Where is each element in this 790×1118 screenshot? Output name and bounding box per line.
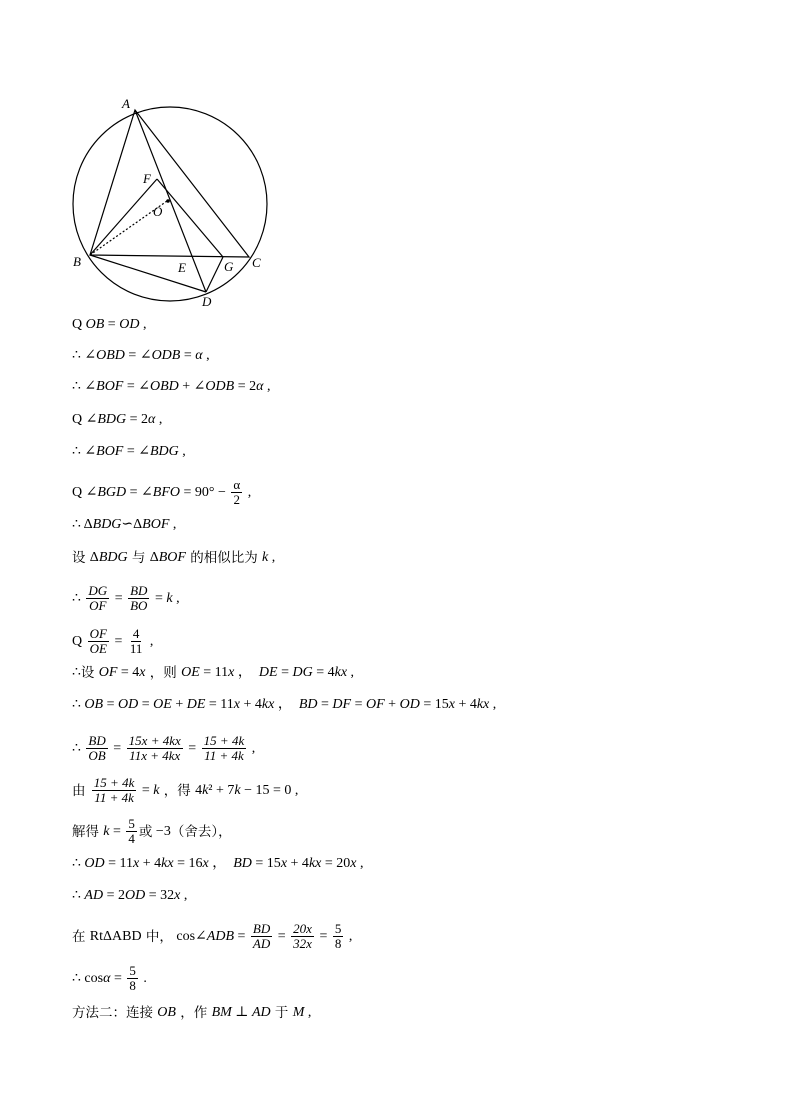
circle-o [73,107,267,301]
numerator: 4 [132,626,140,641]
denominator: OF [89,598,107,613]
fraction [231,478,242,507]
text-run: 方法二：连接 [72,1005,158,1021]
solution-line-3 [72,378,270,396]
segment-fg [157,179,223,257]
math-symbol: = ∠ [123,444,150,459]
math-symbol: = [277,665,293,680]
numerator: BD [130,583,148,598]
math-variable: OB [84,697,104,712]
denominator: AD [252,936,271,951]
math-variable: DE [186,697,206,712]
math-symbol: ⊥ [231,1005,252,1020]
math-symbol: , [172,590,180,606]
math-variable: α [148,412,156,427]
segment-bf [90,179,157,255]
text-run: 或 [138,823,153,840]
solution-line-17 [72,887,187,905]
fraction [127,964,138,993]
solution-line-1 [72,316,146,334]
math-symbol: , [248,740,256,756]
math-symbol: + 4 [287,856,309,871]
math-variable: BDG [150,444,179,459]
numerator: DG [88,583,108,598]
math-symbol: + [384,697,400,712]
math-variable: x [133,856,140,871]
math-variable: ODB [205,379,235,394]
math-variable: BFO [152,484,180,500]
math-symbol: = 2 [126,412,149,427]
math-symbol: = 90° − [179,484,230,500]
label-g: G [224,259,234,274]
math-symbol: ∴ ∠ [72,444,97,459]
math-variable: AD [84,888,104,903]
math-variable: ADB [206,928,235,944]
math-variable: OD [399,697,420,712]
math-variable: k [153,782,160,798]
numerator: OF [89,626,107,641]
denominator: 11 + 4k [94,790,134,805]
math-symbol: = 32 [145,888,175,903]
math-variable: DE [258,665,278,680]
math-variable: BGD [97,484,127,500]
solution-line-5 [72,443,186,461]
fraction [88,627,109,656]
math-variable: kx [261,697,275,712]
math-variable: BOF [96,444,124,459]
math-variable: BDG [92,517,122,532]
fraction [202,734,247,763]
numerator: BD [252,921,271,936]
solution-line-9 [72,584,180,613]
math-symbol: = [110,633,126,649]
math-variable: OBD [150,379,179,394]
text-run: ，则 [145,665,182,681]
math-symbol: + 4 [454,697,477,712]
math-variable: BDG [98,550,128,565]
math-symbol: ∴ [72,665,81,680]
math-variable: BM [211,1005,232,1020]
math-variable: x [280,856,288,871]
math-symbol: ∴ ∠ [72,379,97,394]
numerator: 5 [334,921,342,936]
math-variable: α [103,970,111,986]
math-symbol: + 4 [240,697,262,712]
denominator: 11x + 4kx [129,748,181,763]
math-symbol: = [103,697,118,712]
math-variable: OB [85,317,105,332]
solution-line-16 [72,855,364,873]
numerator: BD [88,733,106,748]
math-variable: x [228,665,235,680]
fraction [128,584,149,613]
math-symbol: , [356,856,364,871]
label-c: C [252,255,261,270]
math-symbol: = [317,697,333,712]
math-symbol: , [139,317,147,332]
denominator: 32x [293,936,312,951]
math-variable: k [234,782,241,798]
fraction [92,776,137,805]
denominator: OB [88,748,106,763]
solution-line-2 [72,347,210,365]
text-run: 设 [80,665,99,681]
math-symbol: , [155,412,163,427]
math-symbol: . [139,970,147,986]
solution-line-8 [72,549,275,567]
solution-line-18 [72,922,352,951]
math-symbol: = ∠ [126,484,153,500]
fraction [291,922,314,951]
math-symbol: = [151,590,167,606]
math-symbol: = 11 [205,697,234,712]
math-symbol: ∴ [72,740,85,756]
math-symbol: Q [72,317,86,332]
math-symbol: − 15 = 0 , [240,782,299,798]
math-symbol: ∴ Δ [72,517,93,532]
text-run: ，得 [159,782,196,799]
denominator: 11 [129,641,143,656]
numerator: α [233,477,241,492]
math-symbol: = [111,590,127,606]
text-run: ，作 [175,1005,212,1021]
solution-line-4 [72,411,162,429]
math-variable: k [202,782,209,798]
math-symbol: Q ∠ [72,412,98,427]
math-symbol: Q ∠ [72,484,98,500]
math-variable: k [103,823,110,839]
text-run: 解得 [72,823,104,840]
math-variable: kx [334,665,348,680]
math-variable: x [139,665,146,680]
math-variable: BD [298,697,318,712]
math-symbol: = 15 [251,856,281,871]
math-variable: DG [292,665,313,680]
math-symbol: , [489,697,497,712]
math-symbol: = 4 [312,665,335,680]
math-variable: DF [332,697,352,712]
label-o: O [153,204,163,219]
numerator: 5 [129,963,136,978]
math-symbol: = ∠ [123,379,150,394]
math-variable: k [166,590,173,606]
triangle-abc [90,110,249,257]
math-variable: x [174,888,181,903]
math-variable: x [448,697,455,712]
math-symbol: = ∠ [124,348,152,363]
segment-bd [90,255,206,292]
solution-line-6 [72,478,251,507]
denominator: 2 [233,492,241,507]
math-variable: AD [251,1005,271,1020]
numerator: 20x [293,921,312,936]
math-symbol: + ∠ [178,379,206,394]
math-variable: x [202,856,209,871]
center-point [166,199,170,203]
math-symbol: = [184,740,200,756]
denominator: OE [89,641,107,656]
math-symbol: , [202,348,210,363]
math-symbol: , [345,928,353,944]
text-run: 与 [127,550,150,566]
math-symbol: Δ [149,550,159,565]
math-symbol: = 20 [321,856,351,871]
math-variable: k [262,550,269,565]
math-symbol: + 4 [139,856,162,871]
math-symbol: , [347,665,355,680]
math-symbol: , [169,517,177,532]
math-symbol: , [244,484,252,500]
math-variable: α [195,348,203,363]
math-variable: OBD [96,348,125,363]
solution-line-15 [72,817,232,846]
math-symbol: = [351,697,366,712]
math-variable: OB [157,1005,176,1020]
math-symbol: ， [274,697,299,712]
math-variable: M [292,1005,305,1020]
math-symbol: = [138,697,154,712]
math-symbol: ∴ [72,697,85,712]
denominator: 8 [129,978,136,993]
fraction [126,817,137,846]
math-symbol: = 2 [234,379,257,394]
denominator: BO [130,598,148,613]
fraction [86,584,109,613]
math-symbol: = [110,970,126,986]
denominator: 8 [334,936,342,951]
math-symbol: cos∠ [172,928,207,944]
math-symbol: ∴ [72,888,85,903]
fraction [251,922,272,951]
solution-line-10 [72,627,153,656]
math-variable: BDG [97,412,127,427]
text-run: 于 [270,1005,293,1021]
segment-ad [135,110,206,292]
math-symbol: = [180,348,196,363]
math-symbol: ² + 7 [208,782,235,798]
math-variable: kx [308,856,322,871]
math-variable: BOF [96,379,124,394]
math-variable: kx [161,856,174,871]
denominator: 11 + 4k [204,748,244,763]
math-variable: BOF [158,550,186,565]
math-variable: OE [153,697,172,712]
math-symbol: = 2 [103,888,125,903]
text-run: 的相似比为 [185,550,263,566]
math-symbol: , [268,550,276,565]
math-symbol: , [146,633,154,649]
solution-line-13 [72,734,255,763]
math-symbol: + [171,697,187,712]
math-symbol: ， [234,665,259,680]
solution-line-20 [72,1004,311,1022]
text-run: 由 [72,782,90,799]
math-symbol: = [315,928,331,944]
math-variable: x [350,856,357,871]
numerator: 15x + 4kx [128,733,181,748]
solution-line-11 [72,664,354,682]
math-symbol: , [263,379,271,394]
math-variable: OE [181,665,200,680]
numerator: 15 + 4k [203,733,245,748]
math-symbol: = [234,928,249,944]
math-symbol: , [304,1005,312,1020]
math-symbol: −3 [152,823,171,839]
math-symbol: ∴ [72,590,85,606]
label-d: D [202,294,212,307]
math-symbol: = [109,740,125,756]
solution-line-14 [72,776,298,805]
math-symbol: ， [208,856,234,871]
math-symbol: = [274,928,290,944]
math-symbol: Δ [89,550,99,565]
math-symbol: = [104,317,120,332]
text-run: 在 [72,928,90,945]
denominator: 4 [128,831,135,846]
math-variable: OF [98,665,118,680]
fraction [333,922,344,951]
label-b: B [73,254,81,269]
text-run: 中， [141,928,173,945]
text-run: （舍去）， [170,823,232,840]
math-variable: BOF [142,517,170,532]
math-symbol: ∽Δ [121,517,143,532]
math-variable: OD [119,317,140,332]
math-symbol: = 4 [117,665,140,680]
numerator: 5 [128,816,135,831]
math-symbol: , [178,444,186,459]
math-symbol: = [138,782,154,798]
math-symbol: = 11 [199,665,229,680]
math-variable: ODB [151,348,181,363]
math-symbol: = 11 [104,856,134,871]
solution-line-19 [72,964,147,993]
math-variable: kx [476,697,490,712]
fraction [86,734,107,763]
label-e: E [178,260,186,275]
fraction [127,734,183,763]
label-f: F [143,171,151,186]
math-symbol: = [109,823,125,839]
solution-line-12 [72,696,496,714]
math-symbol: 4 [195,782,203,798]
math-symbol: RtΔABD [89,928,142,944]
math-symbol: = 15 [419,697,449,712]
geometry-diagram [66,92,276,307]
math-variable: OD [125,888,146,903]
label-a: A [122,96,130,111]
math-variable: OD [118,697,139,712]
math-variable: α [256,379,264,394]
math-symbol: ∴ cos [72,970,104,986]
math-symbol: , [180,888,188,903]
fraction [128,627,145,656]
math-symbol: ∴ ∠ [72,348,97,363]
math-variable: BD [233,856,252,871]
text-run: 设 [72,550,90,566]
numerator: 15 + 4k [93,775,135,790]
math-symbol: Q [72,633,86,649]
math-variable: x [233,697,240,712]
math-variable: OD [84,856,105,871]
math-variable: OF [366,697,385,712]
solution-line-7 [72,516,176,534]
math-symbol: = 16 [173,856,203,871]
math-symbol: ∴ [72,856,85,871]
